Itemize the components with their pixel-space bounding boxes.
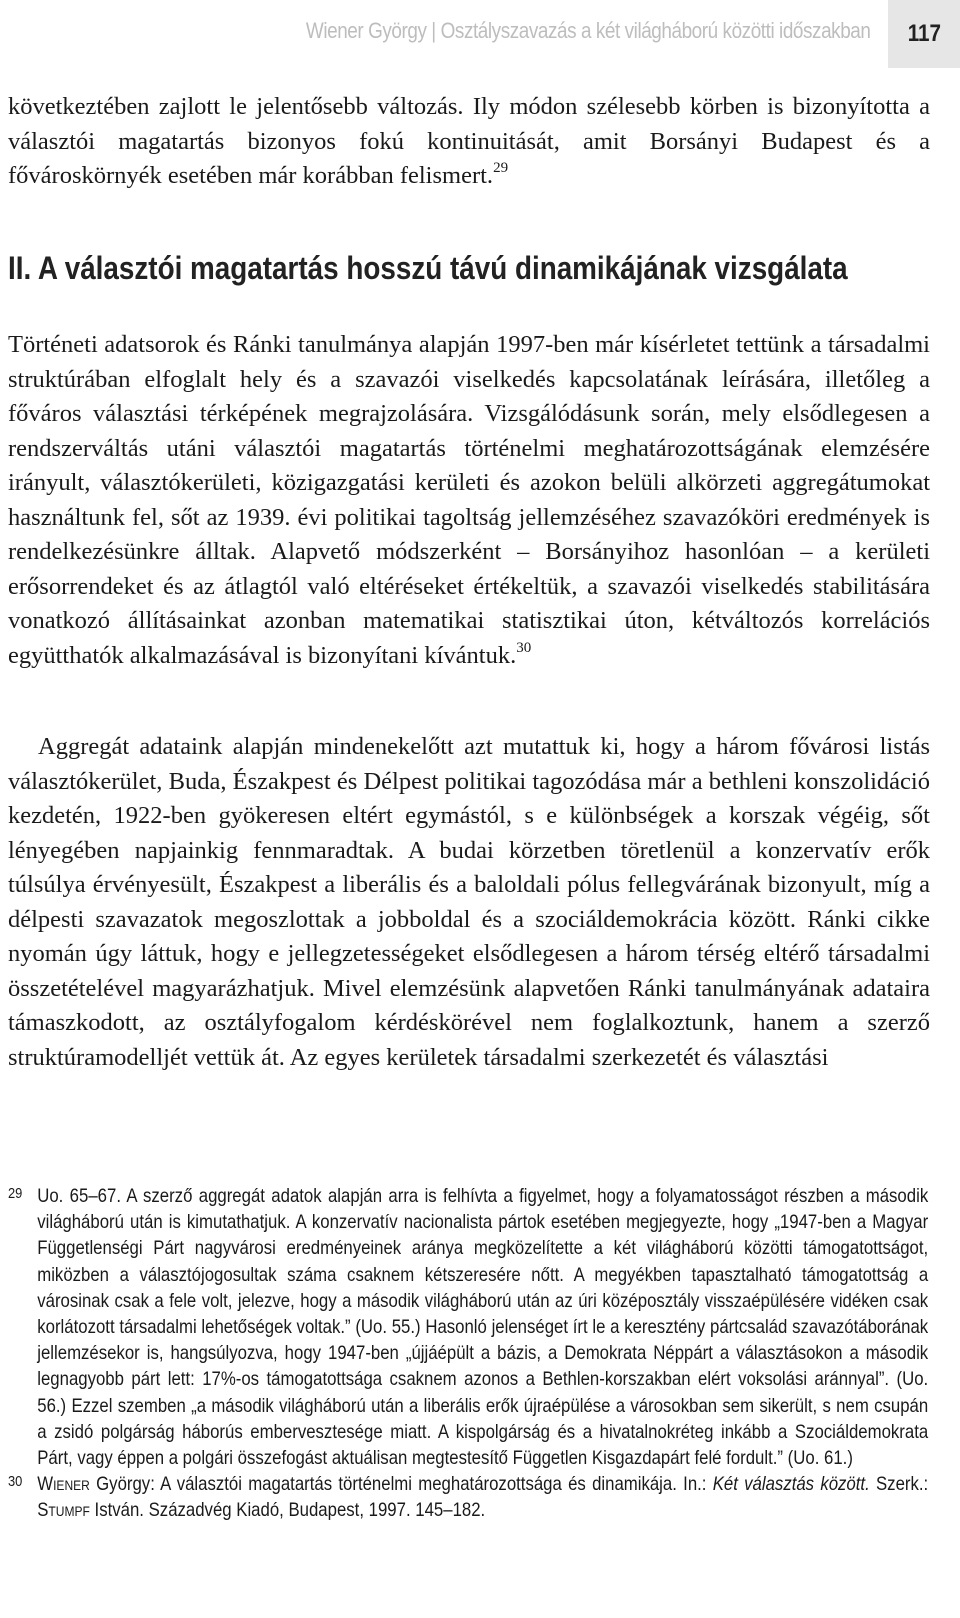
footnote-ref-30[interactable]: 30 [516, 639, 532, 656]
footnote-mark: 29 [8, 1185, 23, 1202]
footnote-text [37, 1471, 928, 1523]
editor-prefix: Szerk.: [869, 1473, 929, 1496]
footnote-29 [8, 1183, 928, 1471]
author-name: Wiener [37, 1473, 90, 1496]
second-paragraph: Aggregát adataink alapján mindenekelőtt azt mutattuk ki, hogy a három fővárosi listás választókerület, Buda, Északpest és Délpest politikai tagozódása már a bethleni konszolidáció kezdetén, 1922-ben gyökeresen eltért egymástól, s e különbségek a korszak végéig, sőt lényegében napjainkig fennmaradtak. A budai körzetben töretlenül a konzervatív erők túlsúlya érvényesült, Északpest a liberális és a baloldali pólus fellegvárának bizonyult, míg a délpesti szavazatok megoszlottak a jobboldal és a szociáldemokrácia között. Ránki cikke nyomán úgy láttuk, hogy e jellegzetességeket elsődlegesen a három térség eltérő társadalmi összetételével magyarázhatjuk. Mivel elemzésünk alapvetően Ránki tanulmányának adataira támaszkodott, az osztályfogalom kérdéskörével nem foglalkoztunk, hanem a szerző struktúramodelljét vettük át. Az egyes kerületek társadalmi szerkezetét és választási [8, 733, 930, 1071]
running-title: Wiener György | Osztályszavazás a két világháború közötti időszakban [305, 18, 870, 43]
main-paragraph [8, 328, 930, 673]
citation-text: György: A választói magatartás történelmi meghatározottsága és dinamikája. In.: [89, 1473, 713, 1496]
main-paragraph-text: Történeti adatsorok és Ránki tanulmánya alapján 1997-ben már kísérletet tettünk a társadalmi struktúrában elfoglalt hely és a szavazói viselkedés kapcsolatának leírására, illetőleg a főváros választási térképének megrajzolására. Vizsgálódásunk során, mely elsődlegesen a rendszerváltás utáni választói magatartás történelmi meghatározottságának elemzésére irányult, választókerületi, közigazgatási kerületi és azokon belüli alkörzeti aggregátumokat használtunk fel, sőt az 1939. évi politikai tagoltság jellemzéséhez szavazóköri eredmények is rendelkezésünkre álltak. Alapvető módszerként – Borsányihoz hasonlóan – a kerületi erősorrendeket és az átlagtól való eltéréseket értékeltük, a szavazói viselkedés stabilitására vonatkozó állításainkat azonban matematikai statisztikai úton, kétváltozós korrelációs együtthatók alkalmazásával is bizonyítani kívántuk. [8, 331, 930, 669]
intro-paragraph [8, 90, 930, 194]
page-number: 117 [907, 20, 941, 47]
footnote-30 [8, 1471, 928, 1523]
footnote-text: Uo. 65–67. A szerző aggregát adatok alapján arra is felhívta a figyelmet, hogy a folyamatosságot részben a második világháború után is kimutathatjuk. A konzervatív nacionalista pártok esetében megjegyezte, hogy „1947-ben a Magyar Függetlenségi Párt nagyvárosi eredményeinek aránya megközelítette a két világháború közötti támogatottságot, miközben a választójogosultak száma csaknem kétszeresére nőtt. A megyékben tapasztalható támogatottság a városinak csak a fele volt, jelezve, hogy a második világháború után az úri középosztály visszaépülésére vidéken csak korlátozott társadalmi lehetőségek voltak.” (Uo. 55.) Hasonló jelenséget írt le a keresztény pártcsalád szavazótáborának jellemzésekor is, hangsúlyozva, hogy 1947-ben „újjáépült a bázis, a Demokrata Néppárt a választásokon a második legnagyobb párt lett: 17%-os támogatottsága csaknem azonos a Bethlen-korszakban elért voksolási aránnyal”. (Uo. 56.) Ezzel szemben „a második világháború után a liberális erők újraépülése a városokban sem sikerült, s nem csupán a zsidó polgárság háborús embervesztesége miatt. A kispolgárság és a hivatalnokréteg inkább a Szociáldemokrata Párt, vagy éppen a polgári összefogást aktuálisan megtestesítő Független Kisgazdapárt felé fordult.” (Uo. 61.) [37, 1185, 929, 1470]
intro-paragraph-text: következtében zajlott le jelentősebb változás. Ily módon szélesebb körben is bizonyította a választói magatartás bizonyos fokú kontinuitását, amit Borsányi Budapest és a fővároskörnyék esetében már korábban felismert. [8, 93, 930, 189]
section-heading: II. A választói magatartás hosszú távú dinamikájának vizsgálata [8, 250, 848, 286]
page-number-box [888, 0, 960, 68]
footnotes [8, 1183, 928, 1524]
footnote-ref-29[interactable]: 29 [493, 160, 509, 176]
editor-name: Stumpf [37, 1499, 90, 1522]
page-header [0, 0, 960, 68]
footnote-mark: 30 [8, 1473, 23, 1491]
publication-details: István. Századvég Kiadó, Budapest, 1997. 145–182. [89, 1499, 486, 1522]
book-title: Két választás között. [712, 1473, 870, 1496]
